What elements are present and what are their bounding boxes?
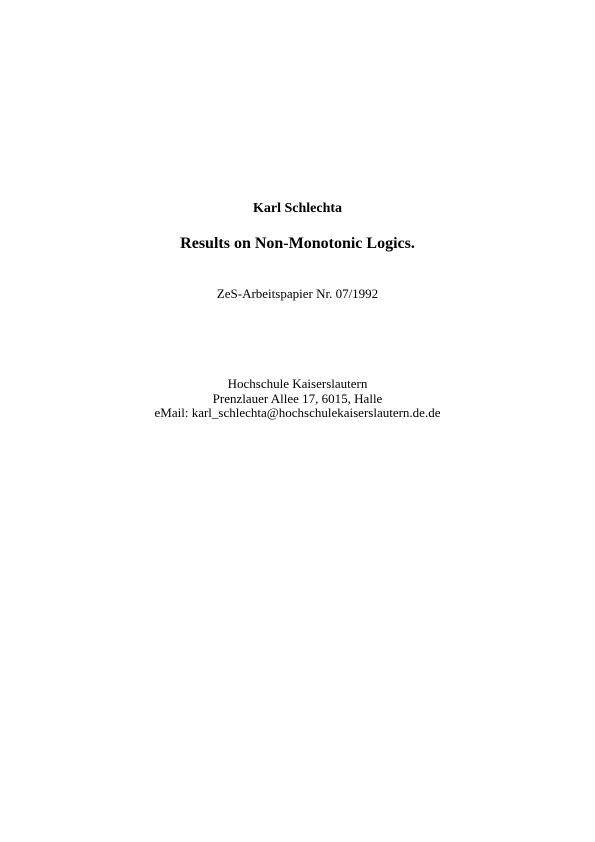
- working-paper-number: ZeS-Arbeitspapier Nr. 07/1992: [216, 286, 379, 301]
- email-address: eMail: karl_schlechta@hochschulekaiserslautern.de.de: [154, 405, 441, 420]
- author-name: Karl Schlechta: [252, 201, 343, 216]
- institution-name: Hochschule Kaiserslautern: [227, 376, 368, 391]
- street-address: Prenzlauer Allee 17, 6015, Halle: [212, 391, 383, 406]
- paper-title: Results on Non-Monotonic Logics.: [180, 235, 415, 252]
